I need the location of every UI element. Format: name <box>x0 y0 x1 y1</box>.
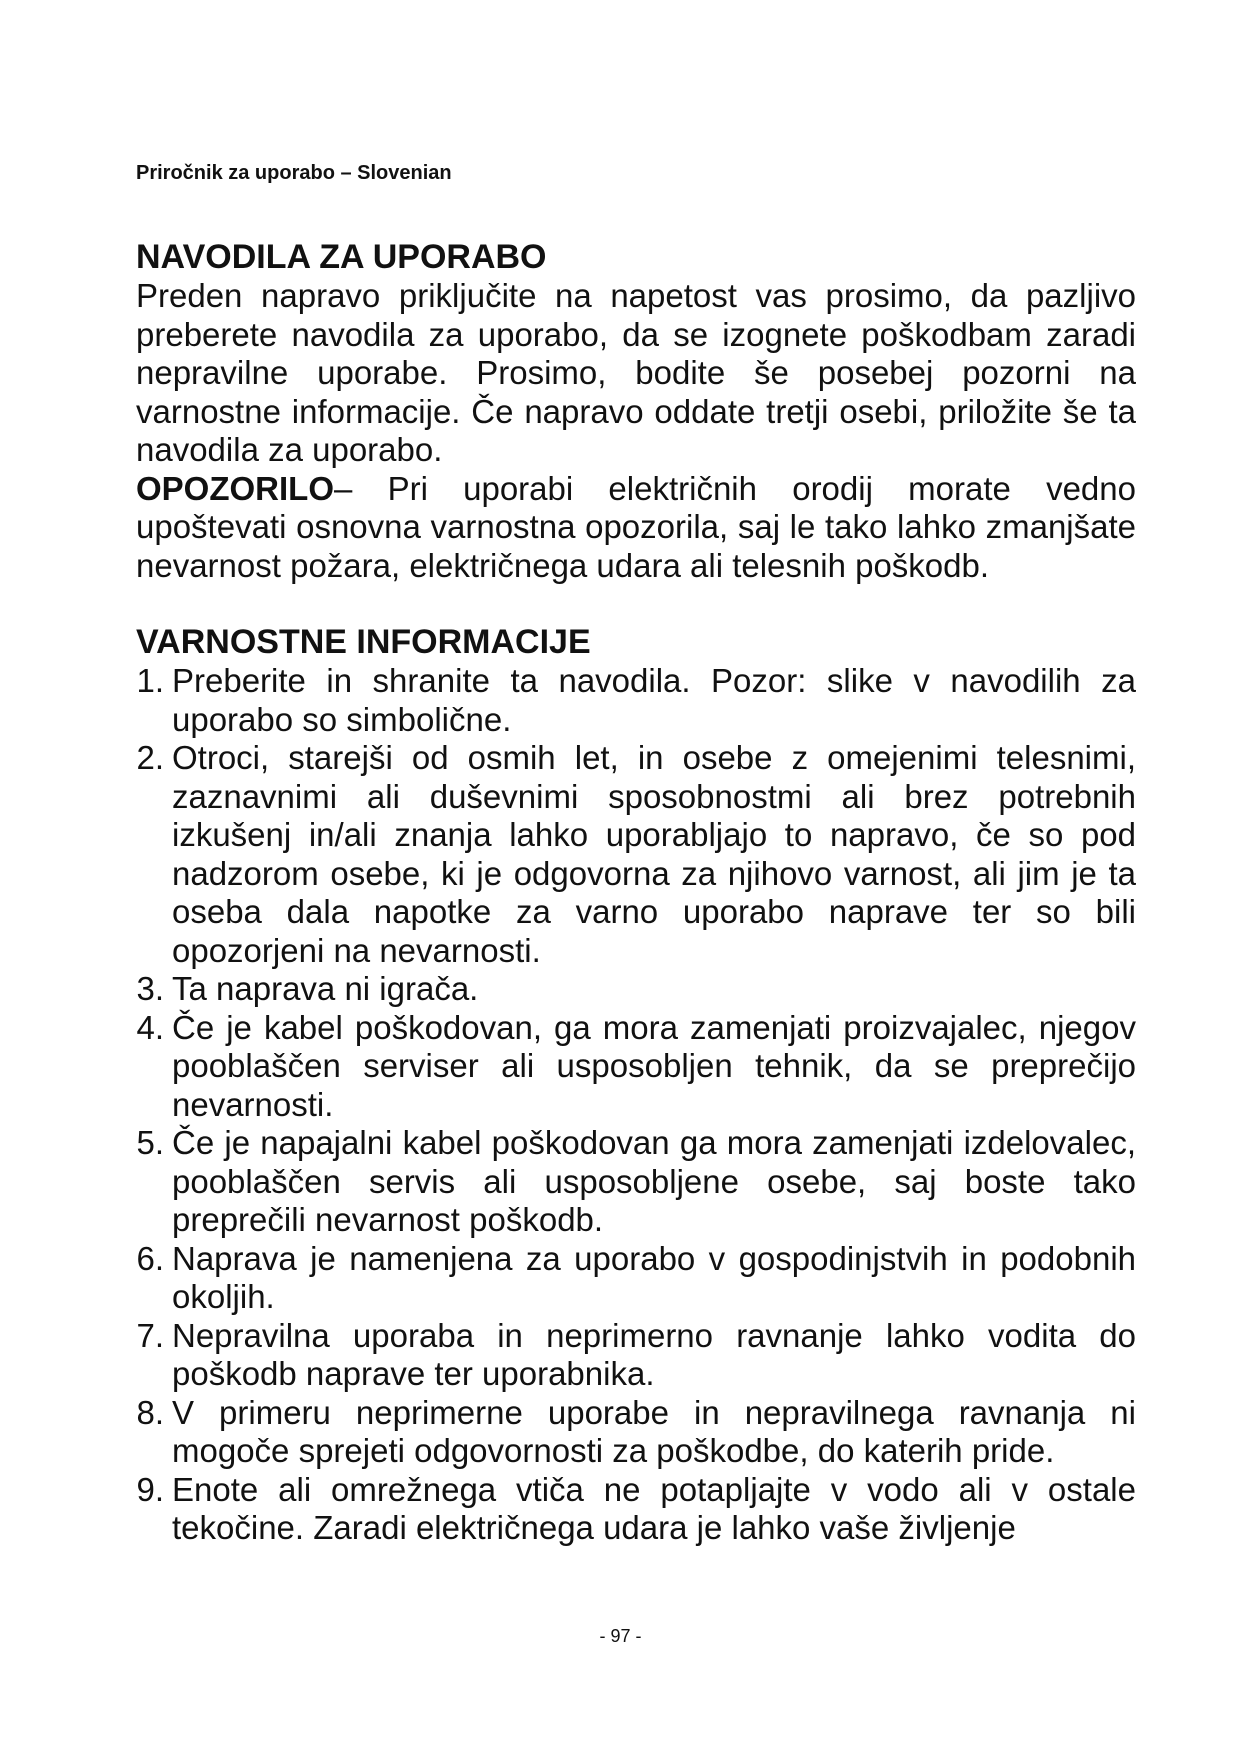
warning-label: OPOZORILO <box>136 469 334 507</box>
list-item <box>136 1317 1136 1394</box>
safety-title: VARNOSTNE INFORMACIJE <box>136 623 591 661</box>
list-item <box>136 970 1136 1009</box>
list-item-text: Enote ali omrežnega vtiča ne potapljajte v vodo ali v ostale tekočine. Zaradi električnega udara je lahko vaše življenje <box>172 1470 1136 1546</box>
list-item-number: 1. <box>136 662 164 699</box>
list-item <box>136 739 1136 970</box>
list-item-number: 3. <box>136 970 164 1007</box>
list-item-text: Preberite in shranite ta navodila. Pozor: slike v navodilih za uporabo so simbolične. <box>172 662 1136 738</box>
page-content <box>136 238 1136 1548</box>
list-item-text: Naprava je namenjena za uporabo v gospodinjstvih in podobnih okoljih. <box>172 1239 1136 1315</box>
list-item <box>136 1394 1136 1471</box>
list-item-number: 4. <box>136 1008 164 1046</box>
warning-paragraph <box>136 470 1136 586</box>
list-item-text: V primeru neprimerne uporabe in nepravilnega ravnanja ni mogoče sprejeti odgovornosti za poškodbe, do katerih pride. <box>172 1393 1136 1469</box>
list-item-number: 7. <box>136 1316 164 1354</box>
running-header: Priročnik za uporabo – Slovenian <box>136 162 452 184</box>
list-item-number: 2. <box>136 739 164 776</box>
list-item-text: Če je napajalni kabel poškodovan ga mora zamenjati izdelovalec, pooblaščen servis ali usposobljene osebe, saj boste tako preprečili nevarnost poškodb. <box>172 1124 1136 1238</box>
list-item <box>136 1471 1136 1548</box>
safety-list <box>136 662 1136 1548</box>
warning-text: – Pri uporabi električnih orodij morate vedno upoštevati osnovna varnostna opozorila, saj le tako lahko zmanjšate nevarnost požara, električnega udara ali telesnih poškodb. <box>136 469 1136 584</box>
list-item <box>136 1240 1136 1317</box>
list-item-text: Otroci, starejši od osmih let, in osebe z omejenimi telesnimi, zaznavnimi ali duševnimi sposobnostmi ali brez potrebnih izkušenj in/ali znanja lahko uporabljajo to napravo, če so pod nadzorom osebe, ki je odgovorna za njihovo varnost, ali jim je ta oseba dala napotke za varno uporabo naprave ter so bili opozorjeni na nevarnosti. <box>172 739 1136 969</box>
page-number: - 97 - <box>599 1626 642 1646</box>
list-item-text: Nepravilna uporaba in neprimerno ravnanje lahko vodita do poškodb naprave ter uporabnika. <box>172 1316 1136 1392</box>
list-item-number: 9. <box>136 1470 164 1508</box>
instructions-intro: Preden napravo priključite na napetost vas prosimo, da pazljivo preberete navodila za uporabo, da se izognete poškodbam zaradi nepravilne uporabe. Prosimo, bodite še posebej pozorni na varnostne informacije. Če napravo oddate tretji osebi, priložite še ta navodila za uporabo. <box>136 277 1136 468</box>
list-item-text: Ta naprava ni igrača. <box>172 970 479 1007</box>
list-item-number: 5. <box>136 1124 164 1161</box>
list-item <box>136 662 1136 739</box>
instructions-title: NAVODILA ZA UPORABO <box>136 238 547 276</box>
list-item <box>136 1124 1136 1240</box>
section-spacer <box>136 585 1136 623</box>
list-item-number: 8. <box>136 1393 164 1431</box>
list-item-text: Če je kabel poškodovan, ga mora zamenjati proizvajalec, njegov pooblaščen serviser ali usposobljen tehnik, da se preprečijo nevarnosti. <box>172 1008 1136 1123</box>
list-item <box>136 1009 1136 1125</box>
list-item-number: 6. <box>136 1239 164 1277</box>
